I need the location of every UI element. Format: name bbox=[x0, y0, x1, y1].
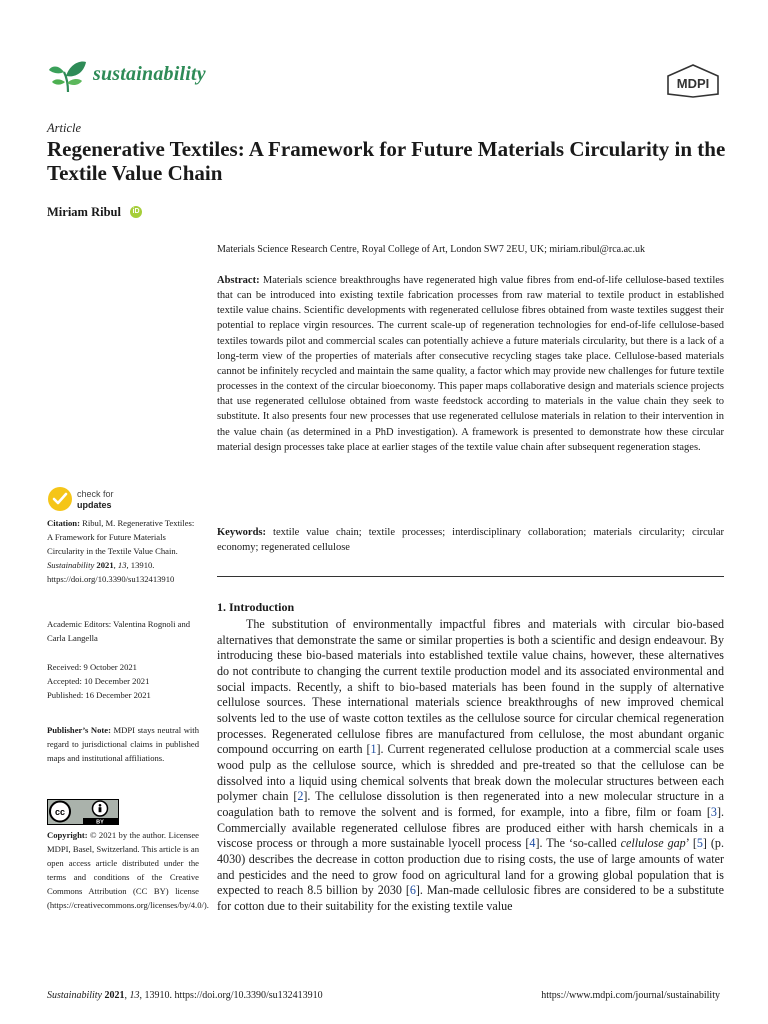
footer-citation: Sustainability 2021, 13, 13910. https://doi.org/10.3390/su132413910 bbox=[47, 990, 323, 1001]
check-for-updates-badge[interactable] bbox=[47, 484, 127, 514]
mdpi-logo-icon bbox=[666, 64, 720, 98]
introduction-body bbox=[217, 617, 724, 914]
publisher-note: Publisher’s Note: MDPI stays neutral with regard to jurisdictional claims in published maps and institutional affiliations. bbox=[47, 725, 199, 764]
abstract bbox=[217, 273, 724, 455]
citation: Citation: Ribul, M. Regenerative Textiles: A Framework for Future Materials Circularity in the Textile Value Chain. Sustainability 2021, 13, 13910. https://doi.org/10.3390/su132413910 bbox=[47, 518, 195, 585]
reference-link[interactable]: 2 bbox=[297, 789, 304, 804]
orcid-icon[interactable]: iD bbox=[130, 206, 142, 218]
accepted-date: Accepted: 10 December 2021 bbox=[47, 676, 150, 687]
published-date: Published: 16 December 2021 bbox=[47, 690, 151, 701]
article-type: Article bbox=[47, 121, 82, 135]
academic-editors: Academic Editors: Valentina Rognoli and Carla Langella bbox=[47, 619, 191, 644]
keywords-label: Keywords: bbox=[217, 527, 266, 538]
abstract-label: Abstract: bbox=[217, 275, 260, 286]
reference-link[interactable]: 3 bbox=[710, 804, 717, 819]
reference-link[interactable]: 4 bbox=[529, 836, 536, 851]
cc-label: BY bbox=[96, 819, 104, 825]
journal-name: sustainability bbox=[93, 63, 206, 85]
author-affiliation: Materials Science Research Centre, Royal College of Art, London SW7 2EU, UK; miriam.ribul@rca.ac.uk bbox=[217, 244, 645, 255]
article-title: Regenerative Textiles: A Framework for Future Materials Circularity in the Textile Value Chain bbox=[47, 137, 726, 185]
section-heading: 1. Introduction bbox=[217, 600, 295, 614]
received-date: Received: 9 October 2021 bbox=[47, 662, 137, 672]
keywords-text: textile value chain; textile processes; interdisciplinary collaboration; materials circularity; circular economy; regenerated cellulose bbox=[217, 527, 724, 554]
keywords bbox=[217, 525, 724, 555]
publisher-name: MDPI bbox=[676, 76, 710, 91]
article-dates bbox=[47, 660, 199, 702]
copyright-notice: Copyright: © 2021 by the author. Licensee MDPI, Basel, Switzerland. This article is an open access article distributed under the terms and conditions of the Creative Commons Attribution (CC BY) license (https://creativecommons.org/licenses/by/4.0/). bbox=[47, 830, 209, 911]
abstract-text: Materials science breakthroughs have regenerated high value fibres from end-of-life cellulose-based textiles that can be introduced into existing textile fabrication processes from raw material to textile product in established textile value chains. Scientific developments with regenerated cellulose fibres obtained from waste textiles suggest their potential to replace virgin resources. The current scale-up of regeneration technologies for end-of-life cellulose-based textiles towards pilot and commercial scales can potentially achieve a future materials circularity, but there is a lack of a long-term view of the properties of materials after consecutive recycling stages take place. Cellulose-based materials cannot be infinitely recycled and maintain the same quality, a factor which may provide new challenges for future textile processes in the context of the circular bioeconomy. This paper maps collaborative design and materials science projects that use regenerated cellulose obtained from waste feedstock according to materials in the value chain they seek to substitute. It also presents four new processes that use regenerated cellulose materials in relation to their intervention in the value chain (as determined in a PhD investigation). A framework is presented to demonstrate how these circular material design processes take place at earlier stages of the textile value chain after subsequent regeneration stages. bbox=[217, 275, 724, 453]
reference-link[interactable]: 6 bbox=[409, 883, 416, 898]
sustainability-logo-icon bbox=[48, 58, 88, 94]
reference-link[interactable]: 1 bbox=[370, 742, 377, 757]
section-divider bbox=[217, 576, 724, 577]
author-name[interactable]: Miriam Ribul bbox=[47, 205, 121, 219]
cc-by-license-icon[interactable] bbox=[47, 799, 119, 825]
footer-journal-url[interactable]: https://www.mdpi.com/journal/sustainability bbox=[541, 990, 720, 1001]
check-updates-line2: updates bbox=[77, 500, 112, 510]
reference-link[interactable]: 5 bbox=[696, 836, 703, 851]
introduction-paragraph: The substitution of environmentally impactful fibres and materials with circular bio-based alternatives that demonstrate the same or similar properties is both a scientific and design endeavour. By introducing these bio-based materials into established textile value chains, however, these alternatives do not contribute to changing the current textile production model and its associated environmental and social impacts. Recently, a shift to bio-based materials has been found in the supply of alternative cellulose sources. These international materials science breakthroughs of new improved chemical solvents led to the use of waste cotton textiles as the cellulose source for circular chemical regeneration processes. Regenerated cellulose fibres are manufactured from cellulose, the most abundant organic compound occurring on earth [1]. Current regenerated cellulose production at a commercial scale uses wood pulp as the cellulose source, which is shredded and pre-treated so that the cellulose can be dissolved into a liquid using chemical solvents that break down the molecular structures between each polymer chain [2]. The cellulose dissolution is then regenerated into a new molecular structure in a coagulation bath to remove the solvent and is formed, for example, into a fibre, film or foam [3]. Commercially available regenerated cellulose fibres are produced either with harsh chemicals in a viscose process or through a more sustainable lyocell process [4]. The ‘so-called cellulose gap’ [5] (p. 4030) describes the decrease in cotton production due to rising costs, the use of large amounts of water and pesticides and the need to grow food on agricultural land for a growing global population that is expected to reach 8.5 billion by 2030 [6]. Man-made cellulosic fibres are considered to be a substitute for cotton due to their suitability for the existing textile value bbox=[217, 617, 725, 913]
svg-text:cc: cc bbox=[54, 807, 66, 817]
check-updates-line1: check for bbox=[77, 489, 114, 499]
